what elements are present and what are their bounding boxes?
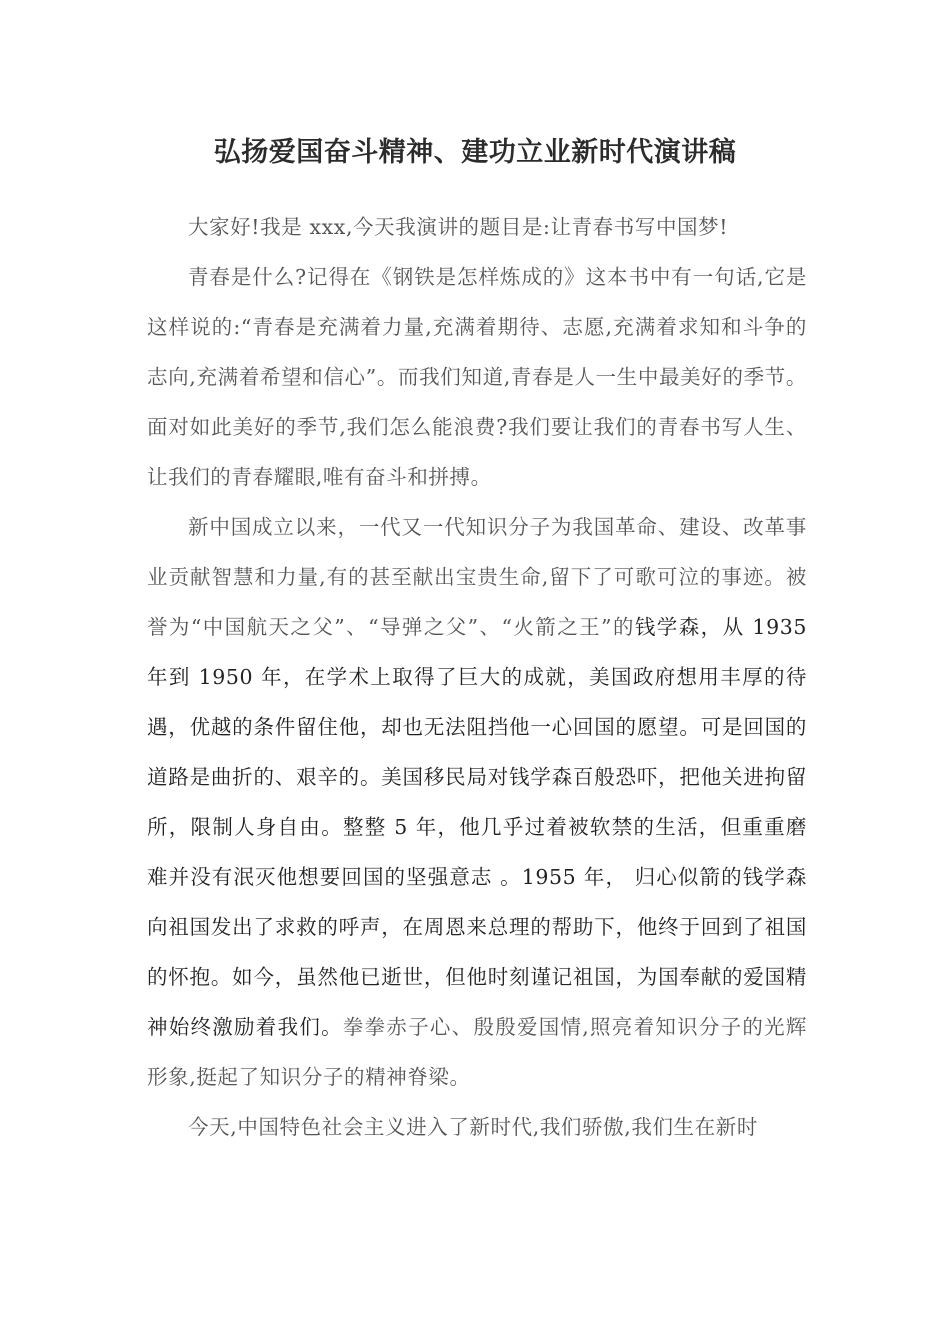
document-body (147, 202, 807, 1152)
paragraph-youth: 青春是什么?记得在《钢铁是怎样炼成的》这本书中有一句话,它是这样说的:“青春是充满着力量,充满着期待、志愿,充满着求知和斗争的志向,充满着希望和信心”。而我们知道,青春是人一生中最美好的季节。面对如此美好的季节,我们怎么能浪费?我们要让我们的青春书写人生、让我们的青春耀眼,唯有奋斗和拼搏。 (147, 265, 807, 489)
document-title: 弘扬爱国奋斗精神、建功立业新时代演讲稿 (213, 137, 737, 168)
paragraph-qian-intro: 新中国成立以来，一代又一代知识分子为我国革命、建设、改革事业贡献智慧和力量,有的甚至献出宝贵生命,留下了可歌可泣的事迹。被誉为“中国航天之父”、“导弹之父”、“火箭之王”的 (147, 515, 807, 639)
paragraph-qian-story: 钱学森，从 1935 年到 1950 年，在学术上取得了巨大的成就，美国政府想用丰厚的待遇，优越的条件留住他，却也无法阻挡他一心回国的愿望。可是回国的道路是曲折的、艰辛的。美国移民局对钱学森百般恐吓，把他关进拘留所，限制人身自由。整整 5 年，他几乎过着被软禁的生活，但重重磨难并没有泯灭他想要回国的坚强意志 。1955 年， 归心似箭的钱学森向祖国发出了求救的呼声，在周恩来总理的帮助下，他终于回到了祖国的怀抱。如今，虽然他已逝世，但他时刻谨记祖国，为国奉献的爱国精神始终激励着我们。 (147, 615, 807, 1039)
paragraph-greeting: 大家好!我是 xxx,今天我演讲的题目是:让青春书写中国梦! (188, 215, 729, 239)
paragraph-qian-conclusion: 拳拳赤子心、殷殷爱国情,照亮着知识分子的光辉形象,挺起了知识分子的精神脊梁。 (147, 1015, 808, 1089)
paragraph-qian-xuesen (147, 502, 807, 1102)
paragraph-new-era: 今天,中国特色社会主义进入了新时代,我们骄傲,我们生在新时 (188, 1115, 758, 1139)
